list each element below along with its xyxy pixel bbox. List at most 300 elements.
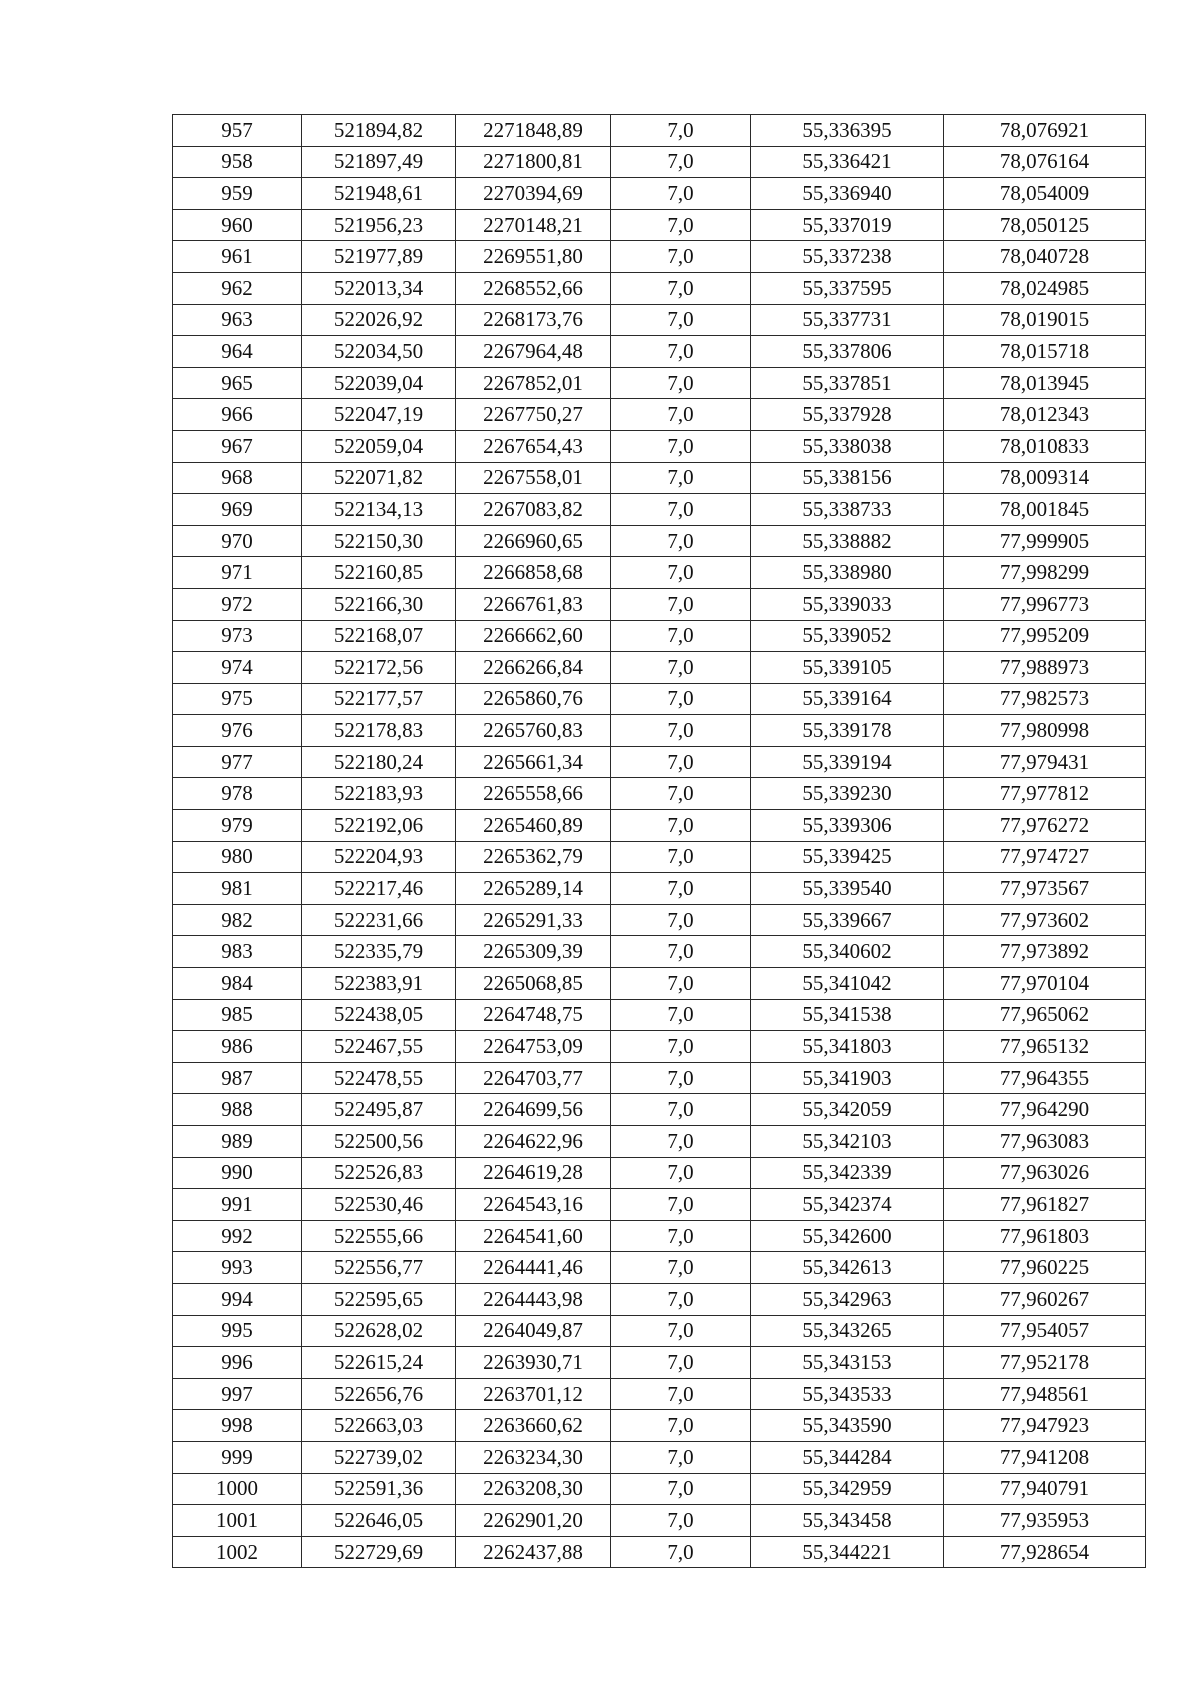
cell-latitude: 55,337731 xyxy=(751,304,944,336)
cell-y-coordinate: 2264543,16 xyxy=(456,1189,611,1221)
cell-y-coordinate: 2264622,96 xyxy=(456,1126,611,1158)
cell-point-number: 976 xyxy=(173,715,302,747)
table-row xyxy=(173,873,1146,905)
cell-longitude: 77,998299 xyxy=(944,557,1146,589)
cell-y-coordinate: 2265860,76 xyxy=(456,683,611,715)
cell-point-number: 965 xyxy=(173,367,302,399)
cell-latitude: 55,339194 xyxy=(751,746,944,778)
cell-latitude: 55,338882 xyxy=(751,525,944,557)
cell-longitude: 77,963083 xyxy=(944,1126,1146,1158)
cell-zone-value: 7,0 xyxy=(611,841,751,873)
cell-y-coordinate: 2265289,14 xyxy=(456,873,611,905)
cell-latitude: 55,342600 xyxy=(751,1220,944,1252)
cell-point-number: 992 xyxy=(173,1220,302,1252)
cell-y-coordinate: 2265760,83 xyxy=(456,715,611,747)
table-row xyxy=(173,1062,1146,1094)
table-row xyxy=(173,557,1146,589)
cell-y-coordinate: 2263660,62 xyxy=(456,1410,611,1442)
cell-longitude: 77,970104 xyxy=(944,968,1146,1000)
cell-longitude: 77,999905 xyxy=(944,525,1146,557)
cell-zone-value: 7,0 xyxy=(611,1315,751,1347)
cell-zone-value: 7,0 xyxy=(611,746,751,778)
table-row xyxy=(173,1347,1146,1379)
coordinates-table-body xyxy=(173,115,1146,1568)
cell-point-number: 964 xyxy=(173,336,302,368)
cell-y-coordinate: 2262437,88 xyxy=(456,1536,611,1568)
cell-zone-value: 7,0 xyxy=(611,1347,751,1379)
cell-point-number: 994 xyxy=(173,1283,302,1315)
cell-x-coordinate: 522383,91 xyxy=(302,968,456,1000)
cell-zone-value: 7,0 xyxy=(611,272,751,304)
cell-longitude: 78,076164 xyxy=(944,146,1146,178)
cell-x-coordinate: 522134,13 xyxy=(302,494,456,526)
cell-longitude: 78,009314 xyxy=(944,462,1146,494)
cell-zone-value: 7,0 xyxy=(611,367,751,399)
table-row xyxy=(173,936,1146,968)
table-row xyxy=(173,462,1146,494)
cell-x-coordinate: 522168,07 xyxy=(302,620,456,652)
cell-longitude: 77,963026 xyxy=(944,1157,1146,1189)
cell-x-coordinate: 522500,56 xyxy=(302,1126,456,1158)
cell-point-number: 957 xyxy=(173,115,302,147)
table-row xyxy=(173,1157,1146,1189)
cell-latitude: 55,342963 xyxy=(751,1283,944,1315)
cell-longitude: 78,001845 xyxy=(944,494,1146,526)
cell-point-number: 990 xyxy=(173,1157,302,1189)
cell-zone-value: 7,0 xyxy=(611,209,751,241)
cell-longitude: 78,040728 xyxy=(944,241,1146,273)
table-row xyxy=(173,272,1146,304)
cell-x-coordinate: 522663,03 xyxy=(302,1410,456,1442)
table-row xyxy=(173,904,1146,936)
cell-latitude: 55,341042 xyxy=(751,968,944,1000)
cell-longitude: 77,964355 xyxy=(944,1062,1146,1094)
cell-y-coordinate: 2269551,80 xyxy=(456,241,611,273)
cell-point-number: 999 xyxy=(173,1441,302,1473)
cell-latitude: 55,342103 xyxy=(751,1126,944,1158)
cell-longitude: 77,961803 xyxy=(944,1220,1146,1252)
cell-point-number: 996 xyxy=(173,1347,302,1379)
cell-longitude: 77,940791 xyxy=(944,1473,1146,1505)
table-row xyxy=(173,746,1146,778)
cell-longitude: 78,050125 xyxy=(944,209,1146,241)
cell-longitude: 78,019015 xyxy=(944,304,1146,336)
cell-x-coordinate: 522656,76 xyxy=(302,1378,456,1410)
cell-point-number: 972 xyxy=(173,588,302,620)
cell-latitude: 55,338980 xyxy=(751,557,944,589)
cell-latitude: 55,339230 xyxy=(751,778,944,810)
cell-zone-value: 7,0 xyxy=(611,1220,751,1252)
cell-latitude: 55,343458 xyxy=(751,1505,944,1537)
cell-y-coordinate: 2263701,12 xyxy=(456,1378,611,1410)
cell-y-coordinate: 2267852,01 xyxy=(456,367,611,399)
cell-latitude: 55,343153 xyxy=(751,1347,944,1379)
cell-zone-value: 7,0 xyxy=(611,1031,751,1063)
cell-point-number: 998 xyxy=(173,1410,302,1442)
cell-x-coordinate: 522438,05 xyxy=(302,999,456,1031)
cell-latitude: 55,337928 xyxy=(751,399,944,431)
cell-x-coordinate: 521948,61 xyxy=(302,178,456,210)
cell-point-number: 978 xyxy=(173,778,302,810)
cell-latitude: 55,339105 xyxy=(751,652,944,684)
table-row xyxy=(173,683,1146,715)
cell-zone-value: 7,0 xyxy=(611,241,751,273)
cell-y-coordinate: 2264619,28 xyxy=(456,1157,611,1189)
cell-y-coordinate: 2265291,33 xyxy=(456,904,611,936)
table-row xyxy=(173,1126,1146,1158)
cell-zone-value: 7,0 xyxy=(611,336,751,368)
cell-x-coordinate: 522047,19 xyxy=(302,399,456,431)
table-row xyxy=(173,430,1146,462)
cell-latitude: 55,338156 xyxy=(751,462,944,494)
cell-latitude: 55,337595 xyxy=(751,272,944,304)
table-row xyxy=(173,588,1146,620)
cell-y-coordinate: 2266662,60 xyxy=(456,620,611,652)
coordinates-table xyxy=(172,114,1146,1568)
cell-latitude: 55,342959 xyxy=(751,1473,944,1505)
cell-y-coordinate: 2264703,77 xyxy=(456,1062,611,1094)
cell-point-number: 969 xyxy=(173,494,302,526)
cell-x-coordinate: 522026,92 xyxy=(302,304,456,336)
cell-latitude: 55,339033 xyxy=(751,588,944,620)
cell-point-number: 982 xyxy=(173,904,302,936)
cell-latitude: 55,343533 xyxy=(751,1378,944,1410)
cell-latitude: 55,339164 xyxy=(751,683,944,715)
cell-y-coordinate: 2263208,30 xyxy=(456,1473,611,1505)
table-row xyxy=(173,525,1146,557)
cell-zone-value: 7,0 xyxy=(611,1410,751,1442)
cell-point-number: 1002 xyxy=(173,1536,302,1568)
cell-zone-value: 7,0 xyxy=(611,936,751,968)
cell-x-coordinate: 522059,04 xyxy=(302,430,456,462)
cell-latitude: 55,339052 xyxy=(751,620,944,652)
table-row xyxy=(173,652,1146,684)
table-row xyxy=(173,399,1146,431)
cell-zone-value: 7,0 xyxy=(611,873,751,905)
cell-zone-value: 7,0 xyxy=(611,1252,751,1284)
cell-y-coordinate: 2267964,48 xyxy=(456,336,611,368)
cell-point-number: 973 xyxy=(173,620,302,652)
cell-x-coordinate: 521894,82 xyxy=(302,115,456,147)
cell-x-coordinate: 522177,57 xyxy=(302,683,456,715)
cell-latitude: 55,336395 xyxy=(751,115,944,147)
cell-x-coordinate: 522166,30 xyxy=(302,588,456,620)
cell-longitude: 77,947923 xyxy=(944,1410,1146,1442)
cell-zone-value: 7,0 xyxy=(611,1505,751,1537)
cell-zone-value: 7,0 xyxy=(611,1126,751,1158)
cell-longitude: 77,964290 xyxy=(944,1094,1146,1126)
table-row xyxy=(173,810,1146,842)
cell-y-coordinate: 2264748,75 xyxy=(456,999,611,1031)
cell-y-coordinate: 2270148,21 xyxy=(456,209,611,241)
table-row xyxy=(173,999,1146,1031)
cell-point-number: 967 xyxy=(173,430,302,462)
cell-point-number: 986 xyxy=(173,1031,302,1063)
cell-point-number: 1000 xyxy=(173,1473,302,1505)
cell-y-coordinate: 2265558,66 xyxy=(456,778,611,810)
cell-point-number: 966 xyxy=(173,399,302,431)
cell-zone-value: 7,0 xyxy=(611,399,751,431)
cell-point-number: 958 xyxy=(173,146,302,178)
cell-y-coordinate: 2271848,89 xyxy=(456,115,611,147)
cell-point-number: 984 xyxy=(173,968,302,1000)
cell-zone-value: 7,0 xyxy=(611,1094,751,1126)
table-row xyxy=(173,1536,1146,1568)
cell-point-number: 1001 xyxy=(173,1505,302,1537)
cell-point-number: 971 xyxy=(173,557,302,589)
cell-x-coordinate: 522013,34 xyxy=(302,272,456,304)
cell-point-number: 968 xyxy=(173,462,302,494)
cell-y-coordinate: 2268552,66 xyxy=(456,272,611,304)
cell-y-coordinate: 2264753,09 xyxy=(456,1031,611,1063)
cell-y-coordinate: 2267750,27 xyxy=(456,399,611,431)
cell-x-coordinate: 522530,46 xyxy=(302,1189,456,1221)
table-row xyxy=(173,241,1146,273)
table-row xyxy=(173,1441,1146,1473)
cell-point-number: 989 xyxy=(173,1126,302,1158)
cell-latitude: 55,339178 xyxy=(751,715,944,747)
cell-latitude: 55,336421 xyxy=(751,146,944,178)
table-row xyxy=(173,620,1146,652)
cell-x-coordinate: 522217,46 xyxy=(302,873,456,905)
cell-latitude: 55,340602 xyxy=(751,936,944,968)
cell-point-number: 981 xyxy=(173,873,302,905)
cell-longitude: 78,013945 xyxy=(944,367,1146,399)
cell-point-number: 962 xyxy=(173,272,302,304)
table-row xyxy=(173,1378,1146,1410)
cell-zone-value: 7,0 xyxy=(611,178,751,210)
cell-x-coordinate: 522615,24 xyxy=(302,1347,456,1379)
cell-zone-value: 7,0 xyxy=(611,620,751,652)
cell-x-coordinate: 522039,04 xyxy=(302,367,456,399)
cell-longitude: 77,954057 xyxy=(944,1315,1146,1347)
cell-latitude: 55,341538 xyxy=(751,999,944,1031)
cell-longitude: 77,982573 xyxy=(944,683,1146,715)
cell-latitude: 55,342339 xyxy=(751,1157,944,1189)
cell-zone-value: 7,0 xyxy=(611,557,751,589)
cell-y-coordinate: 2263234,30 xyxy=(456,1441,611,1473)
cell-longitude: 77,996773 xyxy=(944,588,1146,620)
table-row xyxy=(173,1410,1146,1442)
cell-zone-value: 7,0 xyxy=(611,462,751,494)
cell-longitude: 77,935953 xyxy=(944,1505,1146,1537)
cell-zone-value: 7,0 xyxy=(611,999,751,1031)
cell-y-coordinate: 2266960,65 xyxy=(456,525,611,557)
cell-x-coordinate: 522555,66 xyxy=(302,1220,456,1252)
cell-y-coordinate: 2263930,71 xyxy=(456,1347,611,1379)
cell-latitude: 55,337806 xyxy=(751,336,944,368)
cell-x-coordinate: 522595,65 xyxy=(302,1283,456,1315)
cell-x-coordinate: 522739,02 xyxy=(302,1441,456,1473)
table-row xyxy=(173,336,1146,368)
cell-longitude: 77,995209 xyxy=(944,620,1146,652)
cell-x-coordinate: 522628,02 xyxy=(302,1315,456,1347)
cell-x-coordinate: 522646,05 xyxy=(302,1505,456,1537)
cell-zone-value: 7,0 xyxy=(611,968,751,1000)
cell-zone-value: 7,0 xyxy=(611,810,751,842)
cell-x-coordinate: 522180,24 xyxy=(302,746,456,778)
cell-zone-value: 7,0 xyxy=(611,430,751,462)
cell-y-coordinate: 2264541,60 xyxy=(456,1220,611,1252)
cell-y-coordinate: 2266266,84 xyxy=(456,652,611,684)
cell-longitude: 77,980998 xyxy=(944,715,1146,747)
cell-point-number: 985 xyxy=(173,999,302,1031)
cell-longitude: 77,948561 xyxy=(944,1378,1146,1410)
cell-zone-value: 7,0 xyxy=(611,904,751,936)
cell-zone-value: 7,0 xyxy=(611,1062,751,1094)
cell-zone-value: 7,0 xyxy=(611,146,751,178)
cell-y-coordinate: 2264699,56 xyxy=(456,1094,611,1126)
cell-y-coordinate: 2266858,68 xyxy=(456,557,611,589)
cell-x-coordinate: 521977,89 xyxy=(302,241,456,273)
cell-point-number: 993 xyxy=(173,1252,302,1284)
table-row xyxy=(173,209,1146,241)
cell-latitude: 55,341803 xyxy=(751,1031,944,1063)
cell-zone-value: 7,0 xyxy=(611,525,751,557)
cell-x-coordinate: 522729,69 xyxy=(302,1536,456,1568)
cell-latitude: 55,343590 xyxy=(751,1410,944,1442)
cell-latitude: 55,338733 xyxy=(751,494,944,526)
cell-y-coordinate: 2270394,69 xyxy=(456,178,611,210)
cell-x-coordinate: 522034,50 xyxy=(302,336,456,368)
cell-longitude: 77,976272 xyxy=(944,810,1146,842)
cell-zone-value: 7,0 xyxy=(611,1283,751,1315)
table-row xyxy=(173,1031,1146,1063)
cell-zone-value: 7,0 xyxy=(611,1378,751,1410)
table-row xyxy=(173,1252,1146,1284)
cell-zone-value: 7,0 xyxy=(611,494,751,526)
table-row xyxy=(173,1283,1146,1315)
cell-point-number: 977 xyxy=(173,746,302,778)
cell-point-number: 959 xyxy=(173,178,302,210)
table-row xyxy=(173,367,1146,399)
cell-point-number: 991 xyxy=(173,1189,302,1221)
table-row xyxy=(173,715,1146,747)
table-row xyxy=(173,1220,1146,1252)
cell-latitude: 55,336940 xyxy=(751,178,944,210)
cell-longitude: 78,015718 xyxy=(944,336,1146,368)
cell-latitude: 55,337851 xyxy=(751,367,944,399)
cell-x-coordinate: 522204,93 xyxy=(302,841,456,873)
cell-point-number: 995 xyxy=(173,1315,302,1347)
cell-zone-value: 7,0 xyxy=(611,683,751,715)
cell-longitude: 77,960225 xyxy=(944,1252,1146,1284)
table-row xyxy=(173,968,1146,1000)
cell-longitude: 78,054009 xyxy=(944,178,1146,210)
cell-latitude: 55,339540 xyxy=(751,873,944,905)
cell-y-coordinate: 2265661,34 xyxy=(456,746,611,778)
cell-y-coordinate: 2264443,98 xyxy=(456,1283,611,1315)
table-row xyxy=(173,841,1146,873)
table-row xyxy=(173,146,1146,178)
cell-x-coordinate: 522556,77 xyxy=(302,1252,456,1284)
cell-y-coordinate: 2262901,20 xyxy=(456,1505,611,1537)
cell-x-coordinate: 522071,82 xyxy=(302,462,456,494)
cell-longitude: 77,973892 xyxy=(944,936,1146,968)
cell-point-number: 980 xyxy=(173,841,302,873)
cell-x-coordinate: 522478,55 xyxy=(302,1062,456,1094)
cell-point-number: 960 xyxy=(173,209,302,241)
cell-point-number: 961 xyxy=(173,241,302,273)
cell-x-coordinate: 522150,30 xyxy=(302,525,456,557)
cell-zone-value: 7,0 xyxy=(611,652,751,684)
cell-y-coordinate: 2267083,82 xyxy=(456,494,611,526)
cell-latitude: 55,339667 xyxy=(751,904,944,936)
cell-longitude: 77,965062 xyxy=(944,999,1146,1031)
cell-longitude: 77,979431 xyxy=(944,746,1146,778)
cell-longitude: 77,974727 xyxy=(944,841,1146,873)
cell-x-coordinate: 522526,83 xyxy=(302,1157,456,1189)
cell-x-coordinate: 522172,56 xyxy=(302,652,456,684)
cell-y-coordinate: 2265362,79 xyxy=(456,841,611,873)
cell-longitude: 77,952178 xyxy=(944,1347,1146,1379)
cell-latitude: 55,337238 xyxy=(751,241,944,273)
cell-longitude: 78,010833 xyxy=(944,430,1146,462)
table-row xyxy=(173,178,1146,210)
cell-point-number: 988 xyxy=(173,1094,302,1126)
cell-zone-value: 7,0 xyxy=(611,1473,751,1505)
table-row xyxy=(173,1094,1146,1126)
cell-latitude: 55,341903 xyxy=(751,1062,944,1094)
table-row xyxy=(173,1189,1146,1221)
cell-point-number: 997 xyxy=(173,1378,302,1410)
cell-zone-value: 7,0 xyxy=(611,304,751,336)
cell-y-coordinate: 2264049,87 xyxy=(456,1315,611,1347)
cell-longitude: 77,961827 xyxy=(944,1189,1146,1221)
cell-latitude: 55,344284 xyxy=(751,1441,944,1473)
table-row xyxy=(173,115,1146,147)
cell-latitude: 55,342059 xyxy=(751,1094,944,1126)
cell-y-coordinate: 2265460,89 xyxy=(456,810,611,842)
cell-point-number: 975 xyxy=(173,683,302,715)
cell-y-coordinate: 2268173,76 xyxy=(456,304,611,336)
cell-point-number: 974 xyxy=(173,652,302,684)
cell-zone-value: 7,0 xyxy=(611,115,751,147)
cell-y-coordinate: 2267558,01 xyxy=(456,462,611,494)
cell-zone-value: 7,0 xyxy=(611,1536,751,1568)
cell-latitude: 55,342613 xyxy=(751,1252,944,1284)
cell-y-coordinate: 2267654,43 xyxy=(456,430,611,462)
cell-longitude: 77,965132 xyxy=(944,1031,1146,1063)
cell-y-coordinate: 2266761,83 xyxy=(456,588,611,620)
cell-zone-value: 7,0 xyxy=(611,715,751,747)
table-row xyxy=(173,1315,1146,1347)
table-row xyxy=(173,304,1146,336)
cell-x-coordinate: 522335,79 xyxy=(302,936,456,968)
cell-point-number: 983 xyxy=(173,936,302,968)
cell-y-coordinate: 2265068,85 xyxy=(456,968,611,1000)
cell-x-coordinate: 522231,66 xyxy=(302,904,456,936)
cell-x-coordinate: 522183,93 xyxy=(302,778,456,810)
table-row xyxy=(173,494,1146,526)
cell-latitude: 55,337019 xyxy=(751,209,944,241)
cell-point-number: 963 xyxy=(173,304,302,336)
cell-x-coordinate: 521897,49 xyxy=(302,146,456,178)
cell-latitude: 55,338038 xyxy=(751,430,944,462)
cell-longitude: 78,024985 xyxy=(944,272,1146,304)
table-row xyxy=(173,778,1146,810)
cell-zone-value: 7,0 xyxy=(611,1189,751,1221)
cell-x-coordinate: 522192,06 xyxy=(302,810,456,842)
cell-point-number: 970 xyxy=(173,525,302,557)
cell-x-coordinate: 522178,83 xyxy=(302,715,456,747)
cell-x-coordinate: 522495,87 xyxy=(302,1094,456,1126)
cell-zone-value: 7,0 xyxy=(611,1157,751,1189)
cell-y-coordinate: 2265309,39 xyxy=(456,936,611,968)
cell-longitude: 78,076921 xyxy=(944,115,1146,147)
cell-point-number: 987 xyxy=(173,1062,302,1094)
cell-x-coordinate: 521956,23 xyxy=(302,209,456,241)
